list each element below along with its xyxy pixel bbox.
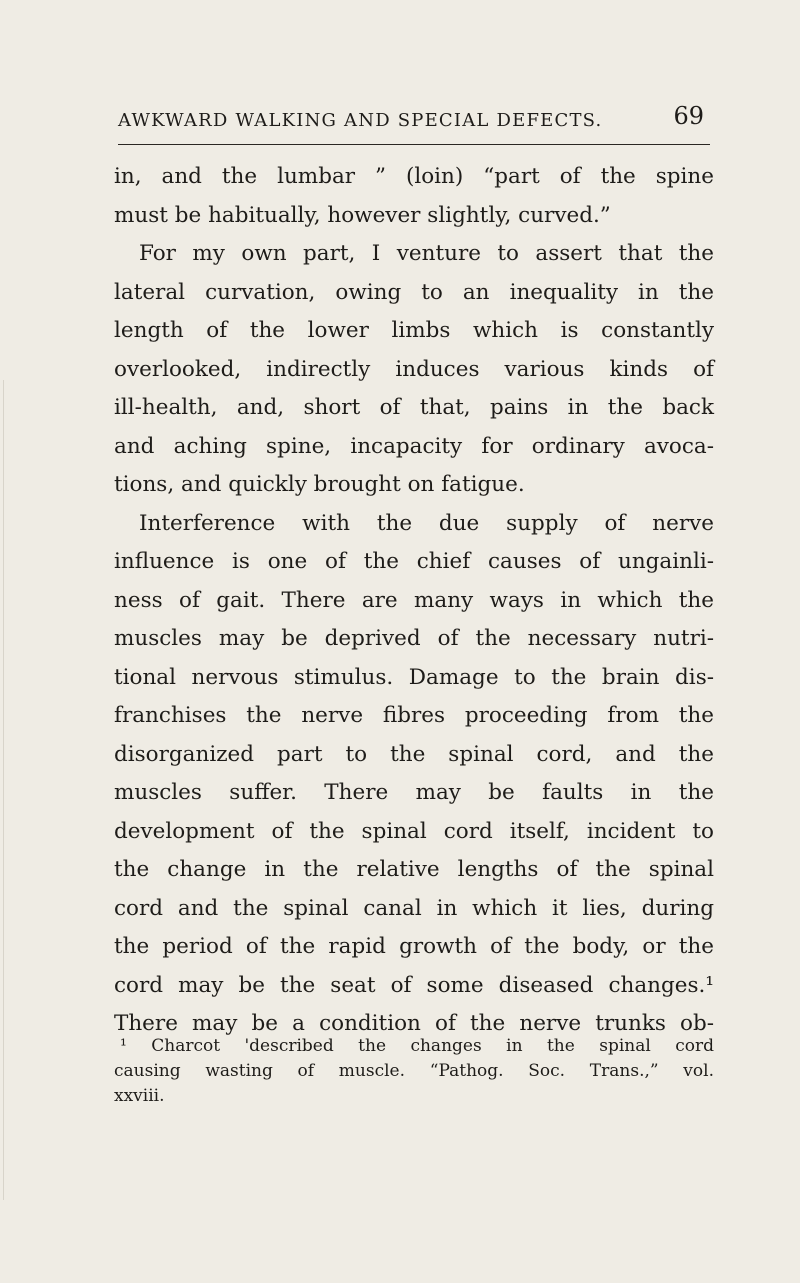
body-line: ness of gait. There are many ways in which the [114,587,714,613]
page-header [116,102,716,138]
body-line: There may be a condition of the nerve trunks ob- [114,1011,714,1036]
footnote [114,1034,714,1109]
body-line: ill-health, and, short of that, pains in the back [114,395,714,420]
body-line: tions, and quickly brought on fatigue. [114,472,525,497]
footnote-line: ¹ Charcot 'described the changes in the spinal cord [120,1036,714,1056]
body-line: in, and the lumbar ” (loin) “part of the spine [114,164,714,189]
body-line: overlooked, indirectly induces various kinds of [114,356,714,382]
body-line: franchises the nerve fibres proceeding from the [114,703,714,728]
body-line: development of the spinal cord itself, incident to [114,818,714,844]
page-edge-shadow [3,380,4,1200]
footnote-line: xxviii. [114,1086,165,1106]
body-line: length of the lower limbs which is constantly [114,318,714,343]
footnote-line: causing wasting of muscle. “Pathog. Soc. Trans.,” vol. [114,1061,714,1081]
body-line: cord and the spinal canal in which it lies, during [114,895,714,921]
body-line: lateral curvation, owing to an inequality in the [114,279,714,305]
body-line: and aching spine, incapacity for ordinary avoca- [114,433,714,459]
running-head: AWKWARD WALKING AND SPECIAL DEFECTS. [118,110,603,131]
body-line: tional nervous stimulus. Damage to the brain dis- [114,664,714,690]
body-line: the period of the rapid growth of the body, or the [114,934,714,959]
body-line: the change in the relative lengths of the spinal [114,857,714,882]
body-line: influence is one of the chief causes of ungainli- [114,549,714,574]
body-text [114,158,714,1044]
body-line: must be habitually, however slightly, curved.” [114,202,611,228]
body-line: cord may be the seat of some diseased changes.¹ [114,972,714,998]
body-line: disorganized part to the spinal cord, and the [114,741,714,767]
body-line: muscles suffer. There may be faults in the [114,780,714,805]
body-line: muscles may be deprived of the necessary nutri- [114,626,714,651]
body-line: For my own part, I venture to assert that the [139,241,714,266]
header-rule [118,144,710,145]
page-number: 69 [673,102,704,130]
body-line: Interference with the due supply of nerve [139,510,714,536]
